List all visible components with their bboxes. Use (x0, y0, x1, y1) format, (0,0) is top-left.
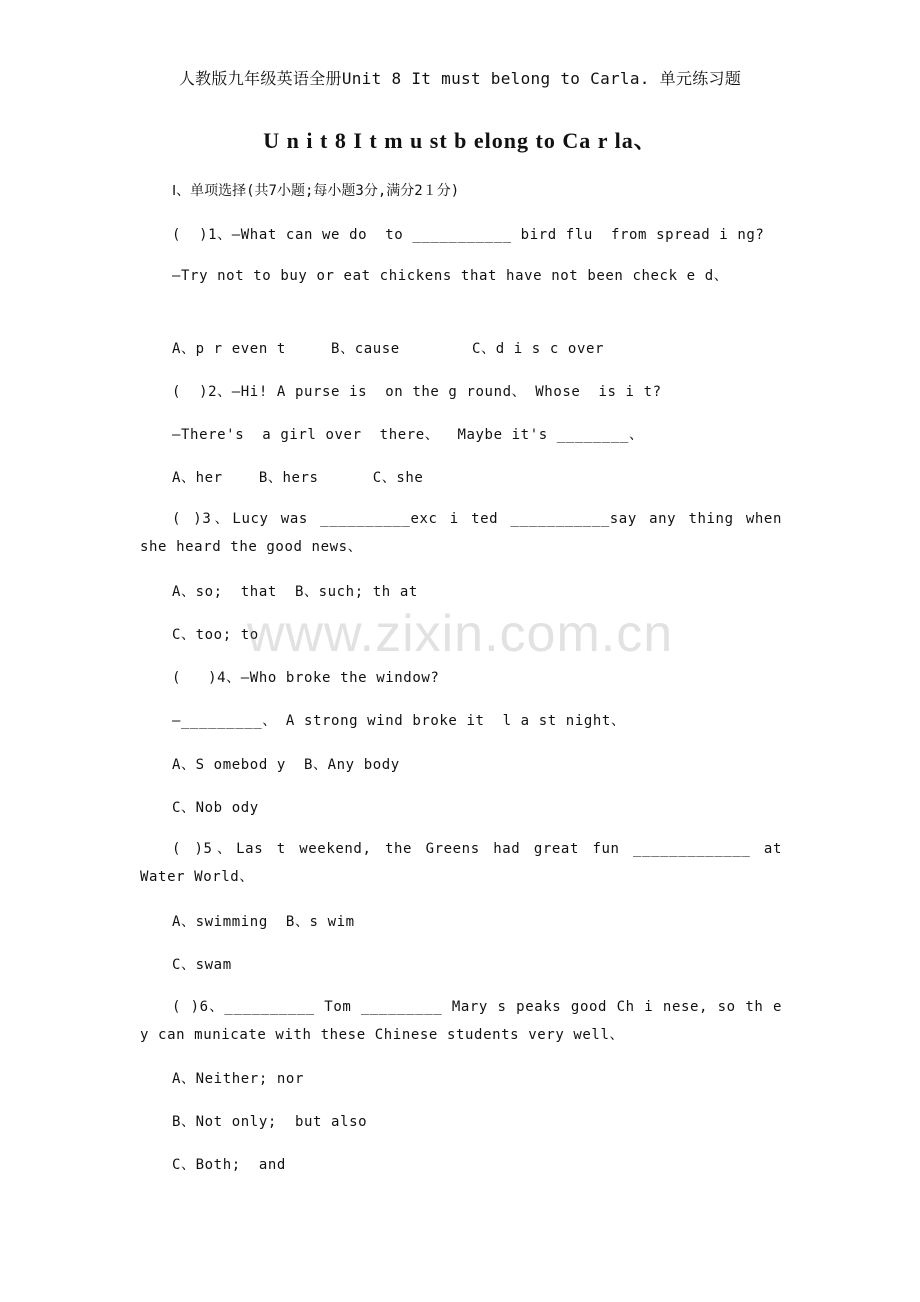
question-6-option-a: A、Neither; nor (172, 1071, 304, 1087)
question-5-option-c: C、swam (172, 957, 232, 973)
section-heading: Ⅰ、单项选择(共7小题;每小题3分,满分2１分) (172, 183, 460, 199)
document-title: U n i t 8 I t m u st b elong to Ca r la、 (263, 128, 657, 153)
question-4-option-c: C、Nob ody (172, 800, 259, 816)
question-6-option-b: B、Not only; but also (172, 1114, 368, 1130)
question-4-stem: ( )4、—Who broke the window? (172, 670, 440, 686)
question-3-option-c: C、too; to (172, 627, 259, 643)
question-6-stem: ( )6、__________ Tom _________ Mary s peaks good Ch i nese, so th e y can municate with these Chinese students very well、 (140, 999, 782, 1043)
question-2-options: A、her B、hers C、she (172, 470, 424, 486)
watermark: www.zixin.com.cn (246, 605, 674, 663)
question-3-option-ab: A、so; that B、such; th at (172, 584, 418, 600)
question-5-option-ab: A、swimming B、s wim (172, 914, 355, 930)
question-5-stem: ( )5、Las t weekend, the Greens had great fun _____________ at Water World、 (140, 841, 782, 885)
question-2-stem: ( )2、—Hi! A purse is on the g round、 Whose is i t? (172, 384, 662, 400)
question-2-answer: —There's a girl over there、 Maybe it's ________、 (172, 427, 644, 443)
question-1-answer: —Try not to buy or eat chickens that have not been check e d、 (172, 268, 729, 284)
question-1-options: A、p r even t B、cause C、d i s c over (172, 341, 605, 357)
document-header: 人教版九年级英语全册Unit 8 It must belong to Carla. 单元练习题 (178, 69, 742, 88)
question-3-stem: ( )3、Lucy was __________exc i ted ___________say any thing when she heard the good news、 (140, 511, 782, 555)
question-4-answer: —_________、 A strong wind broke it l a st night、 (172, 713, 626, 729)
question-6-option-c: C、Both; and (172, 1157, 286, 1173)
question-4-option-ab: A、S omebod y B、Any body (172, 757, 400, 773)
question-1-stem: ( )1、—What can we do to ___________ bird flu from spread i ng? (172, 227, 765, 243)
